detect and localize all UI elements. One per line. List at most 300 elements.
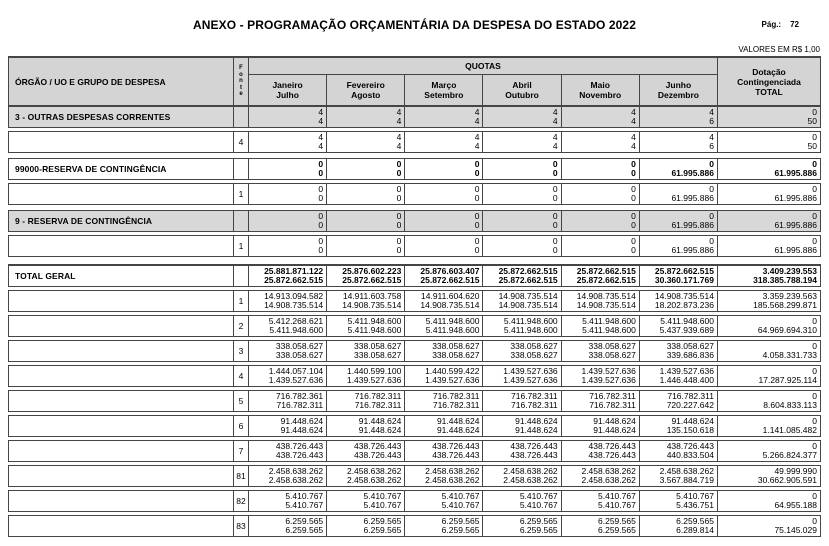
- total-value-top: 0: [812, 236, 817, 246]
- quota-value-bottom: 6: [709, 116, 714, 126]
- quota-value-top: 0: [318, 236, 324, 246]
- total-value-bottom: 61.995.886: [774, 220, 817, 230]
- quota-cell: [404, 466, 482, 486]
- quota-value-top: 91.448.624: [436, 416, 480, 426]
- total-value-top: 0: [812, 184, 817, 194]
- page-number: [762, 20, 799, 29]
- row-label: TOTAL GERAL: [15, 271, 76, 281]
- quota-value-top: 0: [474, 211, 480, 221]
- quota-cell: [639, 416, 717, 436]
- quota-value-top: 0: [396, 184, 402, 194]
- quota-value-top: 438.726.443: [432, 441, 480, 451]
- row-fonte-number: 82: [233, 491, 248, 511]
- quota-value-bottom: 5.411.948.600: [582, 325, 636, 335]
- quota-value-bottom: 1.439.527.636: [268, 375, 324, 385]
- total-value-top: 0: [812, 107, 817, 117]
- quota-value-top: 716.782.311: [354, 391, 402, 401]
- row-label: 99000-RESERVA DE CONTINGÊNCIA: [15, 164, 167, 174]
- quota-value-bottom: 716.782.311: [354, 400, 402, 410]
- values-note: VALORES EM R$ 1,00: [738, 45, 820, 54]
- table-row-fonte: [8, 290, 821, 312]
- quota-value-top: 0: [552, 211, 558, 221]
- quota-cell: [561, 516, 639, 536]
- col-header-month-janeiro-julho: [248, 75, 326, 105]
- row-fonte-number: 2: [233, 316, 248, 336]
- month-bottom: Novembro: [579, 90, 622, 100]
- quota-cell: [404, 107, 482, 127]
- quota-cell: [639, 316, 717, 336]
- table-row-section: [8, 264, 821, 287]
- quota-cell: [404, 132, 482, 152]
- quota-value-top: 0: [552, 236, 558, 246]
- row-fonte-number: [233, 266, 248, 286]
- quota-value-bottom: 716.782.311: [276, 400, 324, 410]
- quota-value-top: 1.439.527.636: [659, 366, 714, 376]
- quota-value-top: 1.440.599.100: [346, 366, 402, 376]
- quota-value-bottom: 338.058.627: [354, 350, 402, 360]
- quota-value-bottom: 5.411.948.600: [347, 325, 402, 335]
- quota-cell: [482, 341, 560, 361]
- quota-cell: [404, 341, 482, 361]
- table-row-fonte: [8, 235, 821, 257]
- quota-value-top: 4: [631, 132, 636, 142]
- quota-value-top: 4: [709, 107, 714, 117]
- total-cell: [717, 466, 820, 486]
- quota-cell: [639, 341, 717, 361]
- quota-value-top: 5.411.948.600: [347, 316, 402, 326]
- quota-value-bottom: 61.995.886: [671, 245, 714, 255]
- quota-value-top: 2.458.638.262: [659, 466, 714, 476]
- month-top: Abril: [512, 80, 532, 90]
- quota-value-bottom: 0: [474, 220, 480, 230]
- quota-value-top: 716.782.311: [511, 391, 558, 401]
- quota-value-bottom: 5.436.751: [676, 500, 714, 510]
- month-bottom: Outubro: [505, 90, 539, 100]
- month-bottom: Dezembro: [657, 90, 699, 100]
- quota-value-bottom: 5.410.767: [441, 500, 480, 510]
- quota-value-top: 4: [474, 132, 480, 142]
- quota-value-top: 438.726.443: [275, 441, 324, 451]
- quota-value-top: 338.058.627: [588, 341, 636, 351]
- quota-value-bottom: 716.782.311: [432, 400, 480, 410]
- quota-cell: [326, 184, 404, 204]
- quota-cell: [248, 391, 326, 411]
- quota-value-bottom: 25.872.662.515: [576, 275, 636, 285]
- quota-value-bottom: 0: [318, 168, 324, 178]
- fonte-letter: F: [239, 65, 243, 72]
- row-label: [9, 466, 233, 486]
- quota-value-bottom: 2.458.638.262: [581, 475, 636, 485]
- quota-value-top: 0: [396, 236, 402, 246]
- quota-value-top: 716.782.311: [667, 391, 714, 401]
- dotacao-line: Contingenciada: [737, 76, 801, 87]
- row-label: [9, 516, 233, 536]
- quota-cell: [404, 211, 482, 231]
- table-row-fonte: [8, 440, 821, 462]
- total-value-top: 0: [812, 391, 817, 401]
- quota-cell: [404, 391, 482, 411]
- quota-value-top: 91.448.624: [280, 416, 324, 426]
- total-value-bottom: 61.995.886: [774, 168, 817, 178]
- total-cell: [717, 291, 820, 311]
- col-header-month-fevereiro-agosto: [326, 75, 404, 105]
- table-row-fonte: [8, 490, 821, 512]
- total-cell: [717, 341, 820, 361]
- fonte-letter: e: [239, 91, 243, 98]
- total-value-top: 0: [812, 441, 817, 451]
- total-value-bottom: 8.604.833.113: [763, 400, 817, 410]
- quota-cell: [639, 391, 717, 411]
- quota-value-top: 5.411.948.600: [660, 316, 714, 326]
- quota-value-top: 2.458.638.262: [346, 466, 402, 476]
- quota-cell: [561, 441, 639, 461]
- quota-value-bottom: 6.289.814: [676, 525, 714, 535]
- quota-value-top: 6.259.565: [441, 516, 480, 526]
- total-value-top: 0: [812, 366, 817, 376]
- total-cell: [717, 391, 820, 411]
- total-value-bottom: 50: [807, 116, 817, 126]
- quota-value-bottom: 14.908.735.514: [420, 300, 480, 310]
- quota-value-bottom: 338.058.627: [275, 350, 324, 360]
- quota-value-top: 5.411.948.600: [425, 316, 480, 326]
- total-cell: [717, 491, 820, 511]
- quota-value-top: 5.410.767: [598, 491, 636, 501]
- quota-value-top: 0: [552, 159, 558, 169]
- quota-value-bottom: 438.726.443: [354, 450, 402, 460]
- quota-value-top: 0: [396, 159, 402, 169]
- quota-value-top: 14.908.735.514: [654, 291, 714, 301]
- quota-cell: [404, 266, 482, 286]
- row-label: [9, 391, 233, 411]
- quota-value-top: 0: [709, 211, 714, 221]
- quota-cell: [639, 236, 717, 256]
- quota-value-bottom: 18.202.873.236: [654, 300, 714, 310]
- quota-cell: [248, 159, 326, 179]
- quota-value-bottom: 0: [474, 168, 480, 178]
- total-value-bottom: 61.995.886: [774, 245, 817, 255]
- quota-cell: [404, 291, 482, 311]
- quota-value-bottom: 440.833.504: [666, 450, 714, 460]
- quota-value-bottom: 25.872.662.515: [264, 275, 324, 285]
- quota-value-top: 5.410.767: [363, 491, 402, 501]
- quota-value-top: 1.439.527.636: [503, 366, 558, 376]
- row-label: [9, 236, 233, 256]
- col-header-month-marco-setembro: [404, 75, 482, 105]
- fonte-letter: t: [240, 84, 242, 91]
- quota-value-top: 1.440.599.422: [425, 366, 480, 376]
- quota-cell: [561, 466, 639, 486]
- row-label: 3 - OUTRAS DESPESAS CORRENTES: [15, 112, 171, 122]
- quota-value-bottom: 0: [318, 220, 324, 230]
- quota-cell: [639, 366, 717, 386]
- quota-value-top: 4: [318, 132, 324, 142]
- quota-cell: [326, 316, 404, 336]
- quota-cell: [248, 291, 326, 311]
- quota-value-bottom: 30.360.171.769: [654, 275, 714, 285]
- quota-value-bottom: 0: [396, 168, 402, 178]
- quota-value-top: 338.058.627: [666, 341, 714, 351]
- table-row-fonte: [8, 390, 821, 412]
- quota-value-top: 716.782.311: [432, 391, 480, 401]
- page-title: ANEXO - PROGRAMAÇÃO ORÇAMENTÁRIA DA DESPESA DO ESTADO 2022: [193, 18, 636, 32]
- quota-cell: [639, 291, 717, 311]
- col-header-fonte: [233, 58, 248, 105]
- quota-value-top: 0: [709, 184, 714, 194]
- quota-value-bottom: 5.410.767: [598, 500, 636, 510]
- quota-value-bottom: 4: [631, 116, 636, 126]
- table-row-fonte: [8, 365, 821, 387]
- col-header-month-maio-novembro: [561, 75, 639, 105]
- quota-value-top: 716.782.361: [275, 391, 324, 401]
- total-value-top: 0: [812, 416, 817, 426]
- total-cell: [717, 132, 820, 152]
- quota-value-top: 0: [709, 159, 714, 169]
- quota-value-top: 2.458.638.262: [425, 466, 480, 476]
- quota-value-top: 4: [552, 107, 558, 117]
- quota-value-top: 0: [474, 159, 480, 169]
- col-header-month-junho-dezembro: [639, 75, 717, 105]
- quota-value-bottom: 438.726.443: [432, 450, 480, 460]
- quota-value-top: 0: [631, 211, 636, 221]
- quota-cell: [482, 266, 560, 286]
- row-label: [9, 341, 233, 361]
- month-top: Março: [431, 80, 457, 90]
- quota-value-bottom: 6.259.565: [285, 525, 324, 535]
- quota-value-bottom: 61.995.886: [671, 193, 714, 203]
- table-row-fonte: [8, 465, 821, 487]
- quota-value-bottom: 0: [474, 245, 480, 255]
- quota-value-bottom: 0: [552, 220, 558, 230]
- quota-cell: [561, 211, 639, 231]
- quota-value-top: 5.411.948.600: [503, 316, 558, 326]
- quota-value-bottom: 5.411.948.600: [425, 325, 480, 335]
- quota-cell: [248, 211, 326, 231]
- total-value-top: 0: [812, 491, 817, 501]
- quota-cell: [561, 132, 639, 152]
- quota-value-bottom: 1.439.527.636: [425, 375, 480, 385]
- quota-cell: [561, 416, 639, 436]
- table-header: [8, 56, 821, 106]
- quota-value-bottom: 4: [552, 141, 558, 151]
- quota-value-top: 1.444.057.104: [268, 366, 324, 376]
- quota-value-bottom: 5.410.767: [285, 500, 324, 510]
- quota-value-top: 14.908.735.514: [576, 291, 636, 301]
- budget-table: [8, 56, 821, 537]
- quota-value-bottom: 91.448.624: [515, 425, 558, 435]
- quota-value-bottom: 2.458.638.262: [425, 475, 480, 485]
- total-value-bottom: 318.385.788.194: [753, 275, 817, 285]
- page-number-label: Pág.:: [761, 20, 782, 29]
- quota-value-bottom: 4: [631, 141, 636, 151]
- total-value-top: 0: [812, 211, 817, 221]
- table-row-fonte: [8, 415, 821, 437]
- total-value-top: 0: [812, 159, 817, 169]
- row-fonte-number: [233, 159, 248, 179]
- quota-value-bottom: 6.259.565: [519, 525, 558, 535]
- quota-cell: [639, 211, 717, 231]
- dotacao-line: Dotação: [752, 66, 786, 77]
- quota-cell: [482, 159, 560, 179]
- quota-value-top: 438.726.443: [588, 441, 636, 451]
- quota-cell: [248, 366, 326, 386]
- row-fonte-number: 7: [233, 441, 248, 461]
- quota-value-bottom: 5.410.767: [519, 500, 558, 510]
- quota-value-top: 0: [631, 184, 636, 194]
- quota-value-top: 25.872.662.515: [576, 266, 636, 276]
- quota-value-bottom: 2.458.638.262: [346, 475, 402, 485]
- total-value-top: 0: [812, 132, 817, 142]
- quota-cell: [404, 491, 482, 511]
- quota-value-bottom: 4: [552, 116, 558, 126]
- total-value-bottom: 185.568.299.871: [753, 300, 817, 310]
- quota-value-top: 25.872.662.515: [654, 266, 714, 276]
- quota-value-top: 4: [474, 107, 480, 117]
- quota-cell: [561, 159, 639, 179]
- table-row-fonte: [8, 183, 821, 205]
- quota-value-bottom: 438.726.443: [588, 450, 636, 460]
- quota-cell: [482, 441, 560, 461]
- quota-value-bottom: 14.908.735.514: [264, 300, 324, 310]
- quota-cell: [639, 184, 717, 204]
- quota-value-top: 5.410.767: [519, 491, 558, 501]
- quota-value-top: 438.726.443: [510, 441, 558, 451]
- quota-cell: [326, 366, 404, 386]
- quota-value-top: 91.448.624: [358, 416, 402, 426]
- quota-cell: [248, 266, 326, 286]
- row-fonte-number: 1: [233, 236, 248, 256]
- quota-value-top: 91.448.624: [515, 416, 558, 426]
- row-label: [9, 291, 233, 311]
- quota-value-top: 338.058.627: [510, 341, 558, 351]
- row-fonte-number: 83: [233, 516, 248, 536]
- quota-value-top: 0: [709, 236, 714, 246]
- quota-cell: [248, 516, 326, 536]
- quota-value-top: 0: [318, 184, 324, 194]
- total-cell: [717, 516, 820, 536]
- total-value-bottom: 64.955.188: [774, 500, 817, 510]
- quota-value-bottom: 720.227.642: [666, 400, 714, 410]
- quota-value-bottom: 0: [631, 168, 636, 178]
- quota-cell: [482, 132, 560, 152]
- quota-value-top: 6.259.565: [285, 516, 324, 526]
- quota-value-bottom: 5.411.948.600: [269, 325, 324, 335]
- total-value-top: 3.359.239.563: [762, 291, 817, 301]
- dotacao-line: TOTAL: [755, 86, 783, 97]
- total-cell: [717, 441, 820, 461]
- quota-cell: [482, 391, 560, 411]
- quota-cell: [561, 236, 639, 256]
- quota-value-top: 14.911.604.620: [421, 291, 480, 301]
- total-value-bottom: 50: [807, 141, 817, 151]
- quota-value-bottom: 338.058.627: [510, 350, 558, 360]
- table-row-section: [8, 106, 821, 128]
- quota-cell: [561, 184, 639, 204]
- quota-cell: [561, 291, 639, 311]
- row-label: 9 - RESERVA DE CONTINGÊNCIA: [15, 216, 153, 226]
- quota-value-bottom: 1.439.527.636: [346, 375, 402, 385]
- quota-value-bottom: 25.872.662.515: [342, 275, 402, 285]
- quota-value-top: 5.410.767: [441, 491, 480, 501]
- quota-value-top: 5.411.948.600: [582, 316, 636, 326]
- quota-cell: [248, 441, 326, 461]
- quota-cell: [482, 316, 560, 336]
- quota-cell: [482, 236, 560, 256]
- quota-cell: [561, 391, 639, 411]
- fonte-letter: o: [239, 71, 243, 78]
- quota-cell: [482, 416, 560, 436]
- total-value-bottom: 17.287.925.114: [758, 375, 817, 385]
- quota-value-top: 5.410.767: [285, 491, 324, 501]
- quota-cell: [248, 341, 326, 361]
- quota-value-bottom: 0: [631, 193, 636, 203]
- table-row-fonte: [8, 515, 821, 537]
- quota-cell: [561, 491, 639, 511]
- table-row-fonte: [8, 340, 821, 362]
- quota-value-bottom: 6.259.565: [363, 525, 402, 535]
- row-label: [9, 316, 233, 336]
- quota-cell: [561, 366, 639, 386]
- quota-value-top: 0: [474, 184, 480, 194]
- row-fonte-number: 1: [233, 291, 248, 311]
- row-fonte-number: [233, 107, 248, 127]
- quota-value-bottom: 4: [396, 116, 402, 126]
- quota-cell: [326, 491, 404, 511]
- total-value-bottom: 4.058.331.733: [762, 350, 817, 360]
- quota-cell: [561, 107, 639, 127]
- quota-value-bottom: 338.058.627: [588, 350, 636, 360]
- quota-value-bottom: 716.782.311: [511, 400, 558, 410]
- quota-cell: [639, 132, 717, 152]
- quota-value-bottom: 0: [318, 193, 324, 203]
- quota-cell: [326, 341, 404, 361]
- quota-value-top: 14.913.094.582: [264, 291, 324, 301]
- total-value-bottom: 30.662.905.591: [757, 475, 817, 485]
- month-top: Maio: [590, 80, 610, 90]
- quota-cell: [248, 466, 326, 486]
- quota-cell: [482, 516, 560, 536]
- quota-value-bottom: 0: [396, 193, 402, 203]
- total-cell: [717, 107, 820, 127]
- total-value-bottom: 61.995.886: [774, 193, 817, 203]
- row-fonte-number: 5: [233, 391, 248, 411]
- quota-value-bottom: 0: [631, 220, 636, 230]
- quota-cell: [482, 366, 560, 386]
- quota-cell: [482, 211, 560, 231]
- quota-value-bottom: 25.872.662.515: [498, 275, 558, 285]
- quota-value-top: 0: [631, 159, 636, 169]
- quota-value-bottom: 339.686.836: [666, 350, 714, 360]
- col-header-month-abril-outubro: [482, 75, 560, 105]
- quota-cell: [482, 466, 560, 486]
- quota-value-bottom: 14.908.735.514: [576, 300, 636, 310]
- quota-value-top: 0: [552, 184, 558, 194]
- row-fonte-number: 6: [233, 416, 248, 436]
- quota-value-top: 25.872.662.515: [498, 266, 558, 276]
- total-cell: [717, 266, 820, 286]
- quota-value-bottom: 91.448.624: [358, 425, 402, 435]
- quota-cell: [404, 316, 482, 336]
- quota-cell: [326, 516, 404, 536]
- quota-cell: [248, 316, 326, 336]
- quota-value-bottom: 716.782.311: [589, 400, 636, 410]
- total-cell: [717, 316, 820, 336]
- col-header-quotas: QUOTAS: [248, 58, 717, 75]
- quota-value-top: 14.908.735.514: [498, 291, 558, 301]
- page-header: [0, 18, 829, 34]
- row-label: [9, 184, 233, 204]
- quota-value-bottom: 4: [474, 141, 480, 151]
- quota-cell: [561, 266, 639, 286]
